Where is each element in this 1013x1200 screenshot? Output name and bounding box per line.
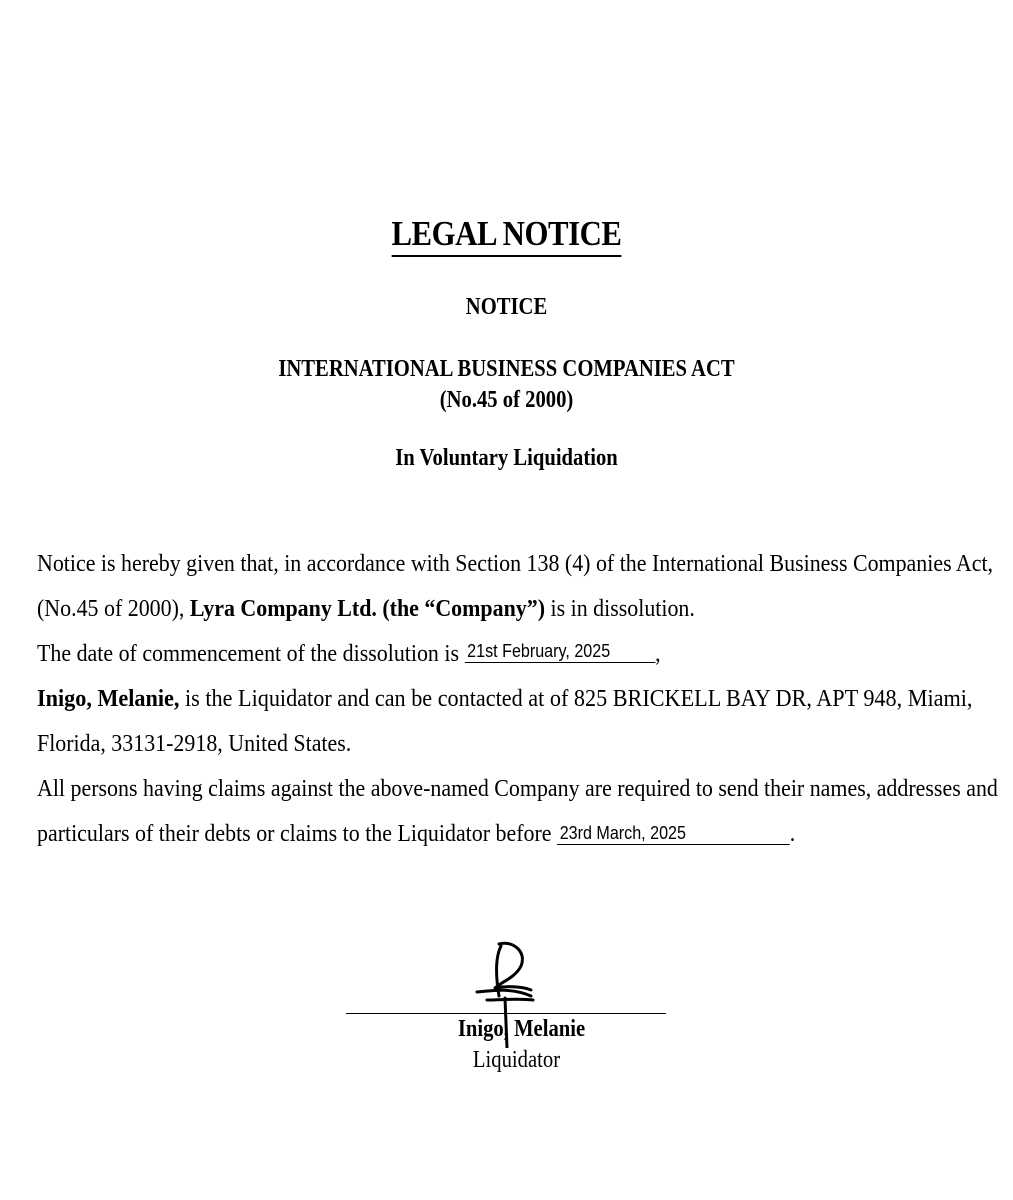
commencement-label: The date of commencement of the dissolution is: [37, 640, 465, 667]
act-name: INTERNATIONAL BUSINESS COMPANIES ACT: [278, 356, 735, 382]
commencement-suffix: ,: [655, 640, 661, 667]
signature-line: [346, 1013, 666, 1014]
claims-date-field: 23rd March, 2025: [557, 823, 790, 845]
liquidator-line2: Florida, 33131-2918, United States.: [37, 730, 352, 757]
page-title: [61, 213, 952, 257]
company-name: Lyra Company Ltd. (the “Company”): [189, 595, 546, 622]
act-heading: [71, 354, 942, 416]
liquidation-heading: In Voluntary Liquidation: [395, 445, 618, 471]
dissolution-text: is in dissolution.: [545, 595, 695, 622]
act-number: (No.45 of 2000): [439, 387, 574, 413]
claims-line2: [37, 820, 795, 848]
commencement-date-field: 21st February, 2025: [464, 641, 655, 663]
notice-paragraph-line2: [37, 595, 695, 623]
claims-label: particulars of their debts or claims to the Liquidator before: [37, 820, 558, 847]
liquidator-line1: [37, 685, 972, 713]
claims-suffix: .: [789, 820, 796, 847]
notice-heading: NOTICE: [465, 294, 548, 320]
notice-paragraph-line1: Notice is hereby given that, in accordance with Section 138 (4) of the International Business Companies Act,: [37, 550, 994, 577]
signatory-role: Liquidator: [472, 1047, 561, 1073]
act-reference: (No.45 of 2000),: [37, 595, 190, 622]
commencement-line: [37, 640, 661, 668]
title-text: LEGAL NOTICE: [391, 213, 621, 257]
claims-line1: All persons having claims against the above-named Company are required to send their names, addresses and: [37, 775, 998, 802]
liquidator-name: Inigo, Melanie,: [37, 685, 180, 712]
signatory-name: Inigo, Melanie: [457, 1016, 586, 1042]
liquidator-contact: is the Liquidator and can be contacted at of 825 BRICKELL BAY DR, APT 948, Miami,: [179, 685, 973, 712]
